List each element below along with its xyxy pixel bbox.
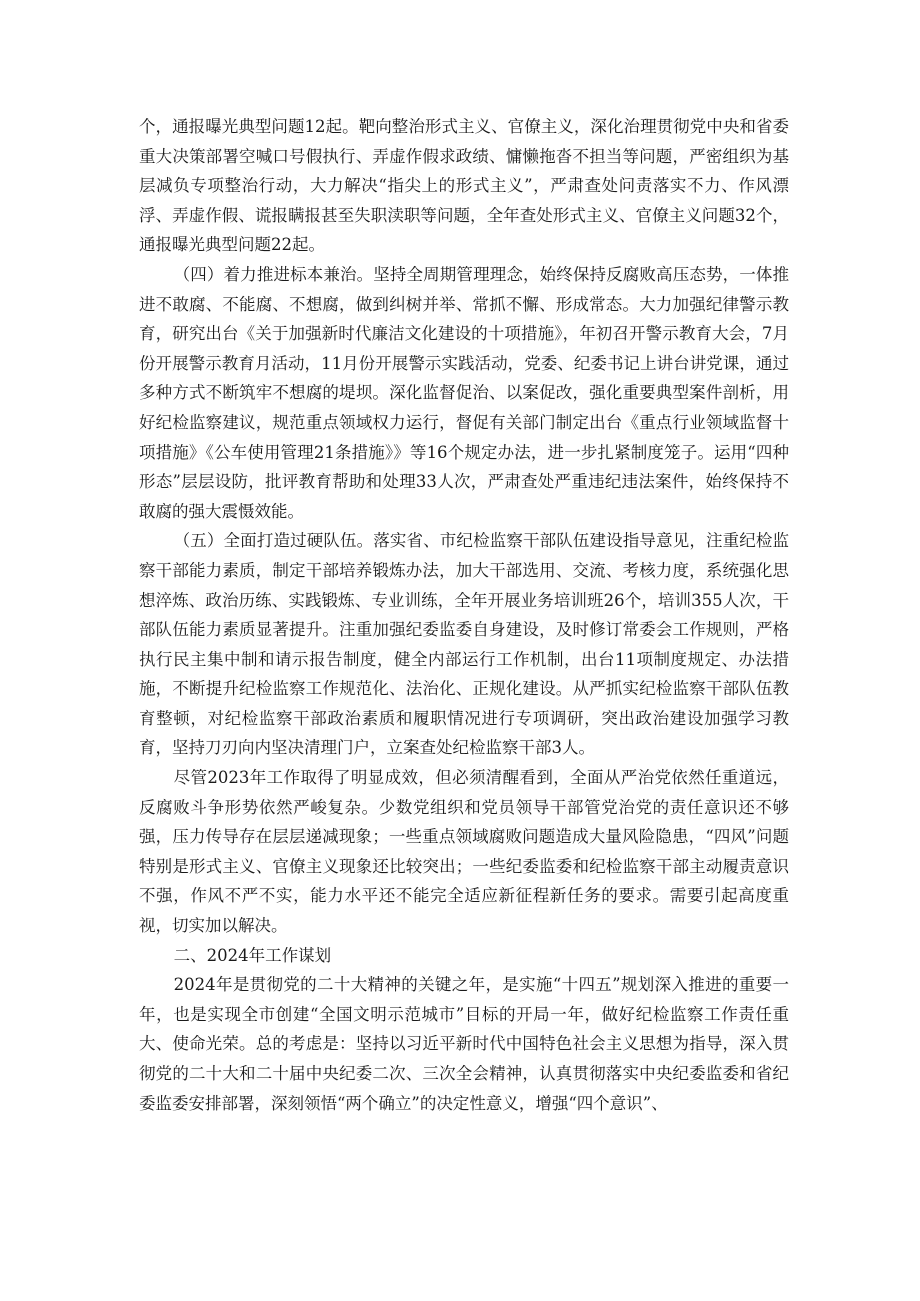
paragraph-continuation: 个，通报曝光典型问题12起。靶向整治形式主义、官僚主义，深化治理贯彻党中央和省委重大决策部署空喊口号假执行、弄虚作假求政绩、慵懒拖沓不担当等问题，严密组织为基层减负专项整治行动，大力解决“指尖上的形式主义”，严肃查处问责落实不力、作风漂浮、弄虚作假、谎报瞒报甚至失职渎职等问题，全年查处形式主义、官僚主义问题32个，通报曝光典型问题22起。: [139, 117, 789, 255]
paragraph-section-five: （五）全面打造过硬队伍。落实省、市纪检监察干部队伍建设指导意见，注重纪检监察干部能力素质，制定干部培养锻炼办法，加大干部选用、交流、考核力度，系统强化思想淬炼、政治历练、实践锻炼、专业训练，全年开展业务培训班26个，培训355人次，干部队伍能力素质显著提升。注重加强纪委监委自身建设，及时修订常委会工作规则，严格执行民主集中制和请示报告制度，健全内部运行工作机制，出台11项制度规定、办法措施，不断提升纪检监察工作规范化、法治化、正规化建设。从严抓实纪检监察干部队伍教育整顿，对纪检监察干部政治素质和履职情况进行专项调研，突出政治建设加强学习教育，坚持刀刃向内坚决清理门户，立案查处纪检监察干部3人。: [139, 531, 789, 758]
paragraph-section-four: （四）着力推进标本兼治。坚持全周期管理理念，始终保持反腐败高压态势，一体推进不敢腐、不能腐、不想腐，做到纠树并举、常抓不懈、形成常态。大力加强纪律警示教育，研究出台《关于加强新时代廉洁文化建设的十项措施》，年初召开警示教育大会，7月份开展警示教育月活动，11月份开展警示实践活动，党委、纪委书记上讲台讲党课，通过多种方式不断筑牢不想腐的堤坝。深化监督促治、以案促改，强化重要典型案件剖析，用好纪检监察建议，规范重点领域权力运行，督促有关部门制定出台《重点行业领域监督十项措施》《公车使用管理21条措施》》等16个规定办法，进一步扎紧制度笼子。运用“四种形态”层层设防，批评教育帮助和处理33人次，严肃查处严重违纪违法案件，始终保持不敢腐的强大震慑效能。: [139, 264, 789, 521]
document-body: [139, 112, 789, 1118]
section-heading-2024-plan: 二、2024年工作谋划: [173, 945, 332, 965]
paragraph-2024-overview: 2024年是贯彻党的二十大精神的关键之年，是实施“十四五”规划深入推进的重要一年，也是实现全市创建“全国文明示范城市”目标的开局一年，做好纪检监察工作责任重大、使命光荣。总的考虑是：坚持以习近平新时代中国特色社会主义思想为指导，深入贯彻党的二十大和二十届中央纪委二次、三次全会精神，认真贯彻落实中央纪委监委和省纪委监委安排部署，深刻领悟“两个确立”的决定性意义，增强“四个意识”、: [139, 975, 789, 1113]
paragraph-problems: 尽管2023年工作取得了明显成效，但必须清醒看到，全面从严治党依然任重道远，反腐败斗争形势依然严峻复杂。少数党组织和党员领导干部管党治党的责任意识还不够强，压力传导存在层层递减现象；一些重点领域腐败问题造成大量风险隐患，“四风”问题特别是形式主义、官僚主义现象还比较突出；一些纪委监委和纪检监察干部主动履责意识不强，作风不严不实，能力水平还不能完全适应新征程新任务的要求。需要引起高度重视，切实加以解决。: [139, 768, 789, 936]
